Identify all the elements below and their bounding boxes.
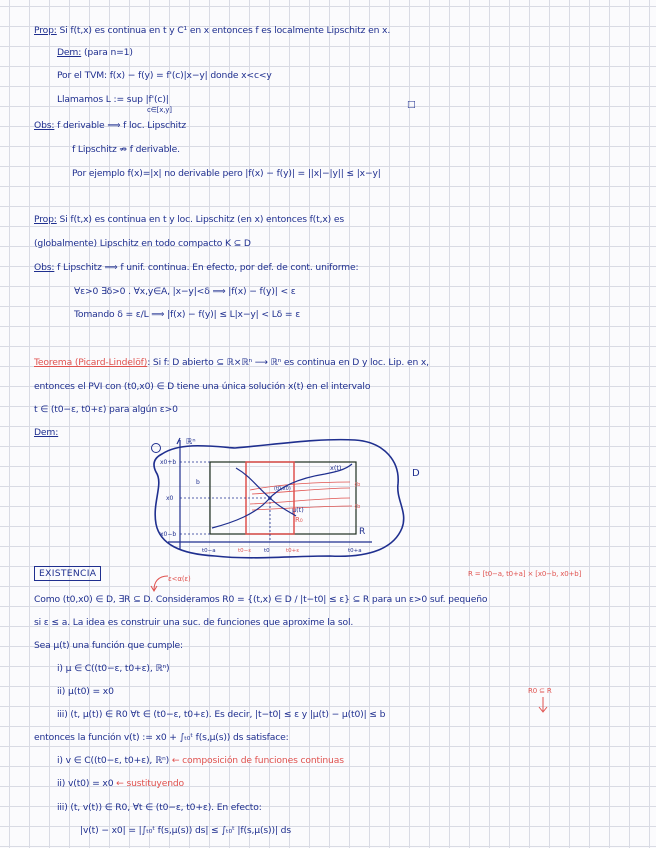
obs2-key: Obs: [34,262,55,273]
prop1-llamamos: Llamamos L := sup |f'(c)| [57,94,169,105]
obs1-key: Obs: [34,120,55,131]
rect-r [210,462,356,534]
v-cond-2-note: ← sustituyendo [116,778,185,789]
r0-subset-note: R0 ⊆ R [528,687,552,695]
prop1-llamamos-sub: c∈[x,y] [147,106,172,114]
obs1-line1 [34,120,186,131]
v-cond-2 [57,778,184,789]
theorem-dem [34,427,58,438]
prop1-key: Prop: [34,25,57,36]
red-curve-2 [252,488,350,494]
v-cond-1-text: i) v ∈ C((t0−ε, t0+ε), ℝⁿ) [57,755,170,766]
y-tick-bot: x0−b [160,531,177,538]
domain-d-outline [154,440,404,558]
mu-curve-label: μ(t) [292,506,304,514]
point-label: (t0,x0) [274,486,291,492]
x-tick-4: t0+ε [286,548,300,554]
prop1-tvm: Por el TVM: f(x) − f(y) = f'(c)|x−y| donde x<c<y [57,70,272,81]
existencia-l4: entonces la función v(t) := x0 + ∫ₜ₀ᵗ f(s,μ(s)) ds satisface: [34,732,289,743]
existencia-l3: Sea μ(t) una función que cumple: [34,640,184,651]
prop1-dem-label: Dem: [57,47,82,58]
red-side-2: {b [354,504,361,510]
obs1-l2: f Lipschitz ⇏ f derivable. [72,144,180,155]
d-label: D [412,468,420,479]
theorem-line1 [34,357,429,368]
obs2-line1 [34,262,358,273]
theorem-l1: : Si f: D abierto ⊆ ℝ×ℝⁿ ⟶ ℝⁿ es continua en D y loc. Lip. en x, [147,357,429,368]
bracket-label: b [196,479,200,486]
red-arrow-left [148,572,172,594]
qed-mark: □ [407,99,416,110]
final-estimate: |v(t) − x0| = |∫ₜ₀ᵗ f(s,μ(s)) ds| ≤ ∫ₜ₀ᵗ |f(s,μ(s))| ds [80,825,291,836]
theorem-l2: entonces el PVI con (t0,x0) ∈ D tiene una única solución x(t) en el intervalo [34,381,371,392]
prop2-line1 [34,214,344,225]
prop2-l1: Si f(t,x) es continua en t y loc. Lipschitz (en x) entonces f(t,x) es [59,214,344,225]
r0-label: R₀ [295,516,303,524]
v-cond-2-text: ii) v(t0) = x0 [57,778,114,789]
x-curve [212,464,352,528]
theorem-l3: t ∈ (t0−ε, t0+ε) para algún ε>0 [34,404,178,415]
existencia-note-left: ε<α(ε) [168,575,191,583]
x-tick-5: t0+a [348,548,362,554]
prop1-text: Si f(t,x) es continua en t y C¹ en x entonces f es localmente Lipschitz en x. [59,25,391,36]
x-tick-1: t0−a [202,548,216,554]
prop1-dem-note: (para n=1) [83,47,133,58]
existencia-box: EXISTENCIA [34,566,101,581]
prop1-line [34,25,390,36]
obs1-l1: f derivable ⟹ f loc. Lipschitz [57,120,187,131]
theorem-dem-label: Dem: [34,427,59,438]
obs1-l3: Por ejemplo f(x)=|x| no derivable pero |f(x) − f(y)| = ||x|−|y|| ≤ |x−y| [72,168,381,179]
prop2-l2: (globalmente) Lipschitz en todo compacto K ⊆ D [34,238,251,249]
prop2-key: Prop: [34,214,57,225]
existencia-l1: Como (t0,x0) ∈ D, ∃R ⊆ D. Consideramos R0 = {(t,x) ∈ D / |t−t0| ≤ ε} ⊆ R para un ε>0 suf. pequeño [34,594,488,605]
v-cond-1 [57,755,344,766]
v-cond-3: iii) (t, v(t)) ∈ R0, ∀t ∈ (t0−ε, t0+ε). En efecto: [57,802,262,813]
picard-figure [140,432,440,562]
theorem-name: Teorema (Picard-Lindelöf) [34,357,148,368]
obs2-l3: Tomando δ = ε/L ⟹ |f(x) − f(y)| ≤ L|x−y| < Lδ = ε [74,309,301,320]
existencia-note-right: R = [t0−a, t0+a] × [x0−b, x0+b] [468,570,582,578]
y-tick-mid: x0 [166,495,174,502]
rn-label: ℝⁿ [186,437,196,446]
r-label: R [359,527,366,537]
x-tick-3: t0 [264,548,270,554]
prop1-dem [57,47,133,58]
initial-point [268,496,271,499]
red-arrow-down [536,696,550,714]
red-side-1: {b [354,482,361,488]
y-tick-top: x0+b [160,459,177,466]
circled-mark [152,444,161,453]
v-cond-1-note: ← composición de funciones continuas [171,755,344,766]
existencia-l2: si ε ≤ a. La idea es construir una suc. de funciones que aproxime la sol. [34,617,354,628]
x-curve-label: x(t) [330,464,342,472]
mu-cond-1: i) μ ∈ C((t0−ε, t0+ε), ℝⁿ) [57,663,170,674]
x-tick-2: t0−ε [238,548,252,554]
obs2-l2: ∀ε>0 ∃δ>0 . ∀x,y∈A, |x−y|<δ ⟹ |f(x) − f(y)| < ε [74,286,296,297]
mu-cond-3: iii) (t, μ(t)) ∈ R0 ∀t ∈ (t0−ε, t0+ε). Es decir, |t−t0| ≤ ε y |μ(t) − μ(t0)| ≤ b [57,709,386,720]
mu-cond-2: ii) μ(t0) = x0 [57,686,114,697]
obs2-l1: f Lipschitz ⟹ f unif. continua. En efecto, por def. de cont. uniforme: [57,262,359,273]
